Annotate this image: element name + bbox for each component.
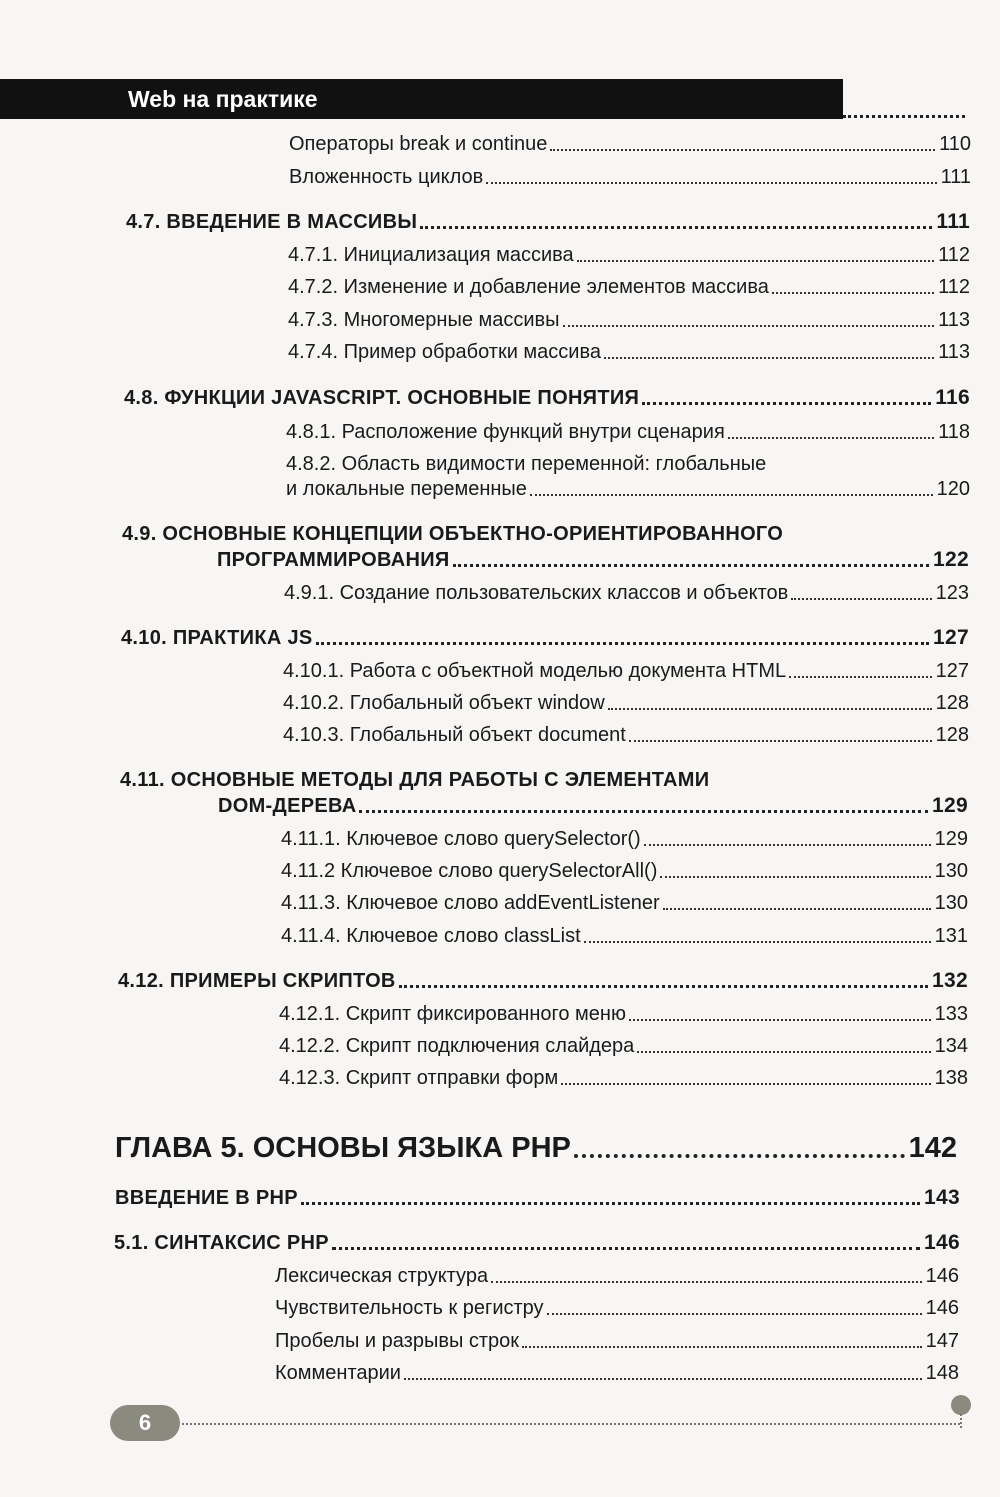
toc-leader [561, 1083, 930, 1085]
toc-leader [584, 941, 931, 943]
toc-entry[interactable] [284, 581, 969, 605]
toc-section-4-9[interactable] [217, 548, 969, 572]
toc-entry-label: 4.12.3. Скрипт отправки форм [279, 1067, 559, 1089]
toc-page-number: 122 [933, 548, 969, 571]
toc-section-5-1[interactable] [114, 1231, 960, 1255]
toc-leader [404, 1378, 922, 1380]
leaf-icon [949, 1394, 973, 1430]
toc-entry[interactable] [288, 275, 970, 299]
toc-page-number: 112 [938, 244, 970, 266]
toc-page-number: 111 [936, 210, 970, 233]
toc-entry-label: 4.11.4. Ключевое слово classList [281, 925, 581, 947]
toc-entry-label: 4.7.4. Пример обработки массива [288, 341, 601, 363]
toc-leader [547, 1313, 922, 1315]
toc-section-label: ПРОГРАММИРОВАНИЯ [217, 549, 450, 571]
toc-entry-label: Вложенность циклов [289, 166, 484, 188]
toc-page-number: 128 [935, 724, 969, 746]
toc-leader [791, 598, 931, 600]
toc-entry[interactable] [281, 924, 968, 948]
toc-entry-label: 4.8.1. Расположение функций внутри сценария [286, 421, 725, 443]
toc-entry[interactable] [283, 723, 969, 747]
toc-page-number: 120 [936, 478, 970, 500]
toc-page-number: 143 [924, 1186, 960, 1209]
toc-entry-label: 4.10.2. Глобальный объект window [283, 692, 605, 714]
toc-entry[interactable] [288, 243, 970, 267]
toc-leader [629, 1019, 931, 1021]
toc-leader [420, 226, 932, 229]
toc-entry-label: 4.11.2 Ключевое слово querySelectorAll() [281, 860, 658, 882]
toc-entry-label: 4.9.1. Создание пользовательских классов и объектов [284, 582, 789, 604]
toc-page-number: 112 [938, 276, 970, 298]
toc-entry-label: Комментарии [275, 1362, 401, 1384]
toc-page-number: 111 [940, 166, 971, 188]
toc-section-label: DOM-ДЕРЕВА [218, 795, 357, 817]
toc-entry[interactable] [286, 420, 970, 444]
toc-entry[interactable] [283, 659, 969, 683]
toc-section-4-10[interactable] [121, 626, 969, 650]
toc-entry[interactable] [286, 477, 970, 501]
toc-entry-label: 4.10.1. Работа с объектной моделью документа HTML [283, 660, 787, 682]
toc-leader [642, 402, 931, 405]
running-header-title: Web на практике [128, 86, 318, 112]
footer-dotted-rule [182, 1423, 960, 1425]
toc-section-label: ВВЕДЕНИЕ В PHP [115, 1187, 298, 1209]
toc-entry[interactable] [283, 691, 969, 715]
toc-entry[interactable] [289, 165, 971, 189]
toc-page-number: 134 [934, 1035, 968, 1057]
toc-leader [301, 1202, 920, 1205]
toc-entry[interactable] [288, 340, 970, 364]
toc-leader [453, 564, 929, 567]
toc-section-4-8[interactable] [124, 386, 970, 410]
toc-entry[interactable] [275, 1296, 959, 1320]
toc-chapter-label: ГЛАВА 5. ОСНОВЫ ЯЗЫКА PHP [115, 1132, 571, 1164]
toc-section-label: 5.1. СИНТАКСИС PHP [114, 1232, 329, 1254]
toc-section-label-line1: 4.11. ОСНОВНЫЕ МЕТОДЫ ДЛЯ РАБОТЫ С ЭЛЕМЕНТАМИ [120, 769, 710, 791]
toc-section-label: 4.10. ПРАКТИКА JS [121, 627, 313, 649]
toc-entry[interactable] [279, 1034, 968, 1058]
toc-page-number: 130 [934, 860, 968, 882]
toc-page-number: 127 [935, 660, 969, 682]
toc-page-number: 127 [933, 626, 969, 649]
toc-page-number: 146 [925, 1297, 959, 1319]
toc-entry[interactable] [281, 891, 968, 915]
toc-chapter-5[interactable] [115, 1131, 957, 1165]
toc-section-label: 4.12. ПРИМЕРЫ СКРИПТОВ [118, 970, 396, 992]
toc-page-number: 116 [935, 386, 970, 409]
toc-page-number: 147 [925, 1330, 959, 1352]
toc-page-number: 142 [908, 1132, 957, 1164]
toc-entry[interactable] [281, 859, 968, 883]
toc-entry[interactable] [281, 827, 968, 851]
toc-leader [663, 908, 931, 910]
toc-leader [522, 1346, 922, 1348]
toc-leader [563, 325, 935, 327]
toc-page-number: 138 [934, 1067, 968, 1089]
toc-page-number: 133 [934, 1003, 968, 1025]
toc-entry-label: 4.10.3. Глобальный объект document [283, 724, 626, 746]
toc-page-number: 118 [938, 421, 970, 443]
toc-entry-label: 4.11.3. Ключевое слово addEventListener [281, 892, 660, 914]
toc-leader [491, 1281, 922, 1283]
toc-leader [728, 437, 934, 439]
toc-page-number: 130 [934, 892, 968, 914]
toc-entry-label: 4.12.1. Скрипт фиксированного меню [279, 1003, 626, 1025]
toc-entry[interactable] [275, 1361, 959, 1385]
toc-entry[interactable] [289, 132, 971, 156]
page-number-badge: 6 [110, 1405, 180, 1441]
toc-entry-label: Операторы break и continue [289, 133, 548, 155]
toc-entry[interactable] [275, 1329, 959, 1353]
toc-leader [550, 149, 935, 151]
toc-page-number: 123 [935, 582, 969, 604]
toc-leader [577, 260, 934, 262]
toc-leader [332, 1247, 920, 1250]
toc-section-4-12[interactable] [118, 969, 968, 993]
toc-section-label-line1: 4.9. ОСНОВНЫЕ КОНЦЕПЦИИ ОБЪЕКТНО-ОРИЕНТИРОВАННОГО [122, 523, 784, 545]
toc-entry-label: 4.11.1. Ключевое слово querySelector() [281, 828, 641, 850]
toc-leader [629, 740, 932, 742]
toc-entry-label: 4.12.2. Скрипт подключения слайдера [279, 1035, 635, 1057]
toc-section-4-11[interactable] [218, 794, 968, 818]
toc-page-number: 146 [924, 1231, 960, 1254]
toc-entry-label: Чувствительность к регистру [275, 1297, 544, 1319]
toc-entry-label: Лексическая структура [275, 1265, 489, 1287]
toc-leader [772, 292, 934, 294]
toc-entry[interactable] [279, 1066, 968, 1090]
toc-entry-label: 4.7.2. Изменение и добавление элементов массива [288, 276, 769, 298]
toc-entry[interactable] [279, 1002, 968, 1026]
toc-page-number: 148 [925, 1362, 959, 1384]
header-bar [0, 79, 843, 119]
toc-leader [637, 1051, 930, 1053]
toc-section-4-7[interactable] [126, 210, 970, 234]
toc-section-label: 4.8. ФУНКЦИИ JAVASCRIPT. ОСНОВНЫЕ ПОНЯТИЯ [124, 387, 640, 409]
toc-page-number: 113 [938, 309, 970, 331]
toc-page-number: 113 [938, 341, 970, 363]
toc-entry-label: Пробелы и разрывы строк [275, 1330, 520, 1352]
toc-section-intro-php[interactable] [115, 1186, 960, 1210]
toc-leader [316, 642, 930, 645]
toc-leader [486, 182, 936, 184]
toc-page-number: 129 [932, 794, 968, 817]
toc-page-number: 128 [935, 692, 969, 714]
toc-leader [359, 810, 928, 813]
toc-entry[interactable] [288, 308, 970, 332]
toc-leader [574, 1154, 905, 1158]
toc-leader [608, 708, 932, 710]
toc-leader [530, 494, 933, 496]
toc-leader [644, 844, 931, 846]
toc-entry-label: 4.7.1. Инициализация массива [288, 244, 574, 266]
toc-page-number: 129 [934, 828, 968, 850]
toc-leader [604, 357, 934, 359]
toc-page-number: 146 [925, 1265, 959, 1287]
toc-section-label: 4.7. ВВЕДЕНИЕ В МАССИВЫ [126, 211, 418, 233]
toc-page-number: 131 [934, 925, 968, 947]
toc-page-number: 110 [939, 133, 971, 155]
toc-page-number: 132 [932, 969, 968, 992]
toc-entry[interactable] [275, 1264, 959, 1288]
toc-entry-label-line1: 4.8.2. Область видимости переменной: глобальные [286, 453, 767, 475]
toc-entry-label: 4.7.3. Многомерные массивы [288, 309, 560, 331]
toc-leader [660, 876, 930, 878]
toc-leader [399, 985, 928, 988]
header-dotted-rule [843, 115, 965, 118]
toc-entry-label: и локальные переменные [286, 478, 527, 500]
toc-leader [789, 676, 932, 678]
